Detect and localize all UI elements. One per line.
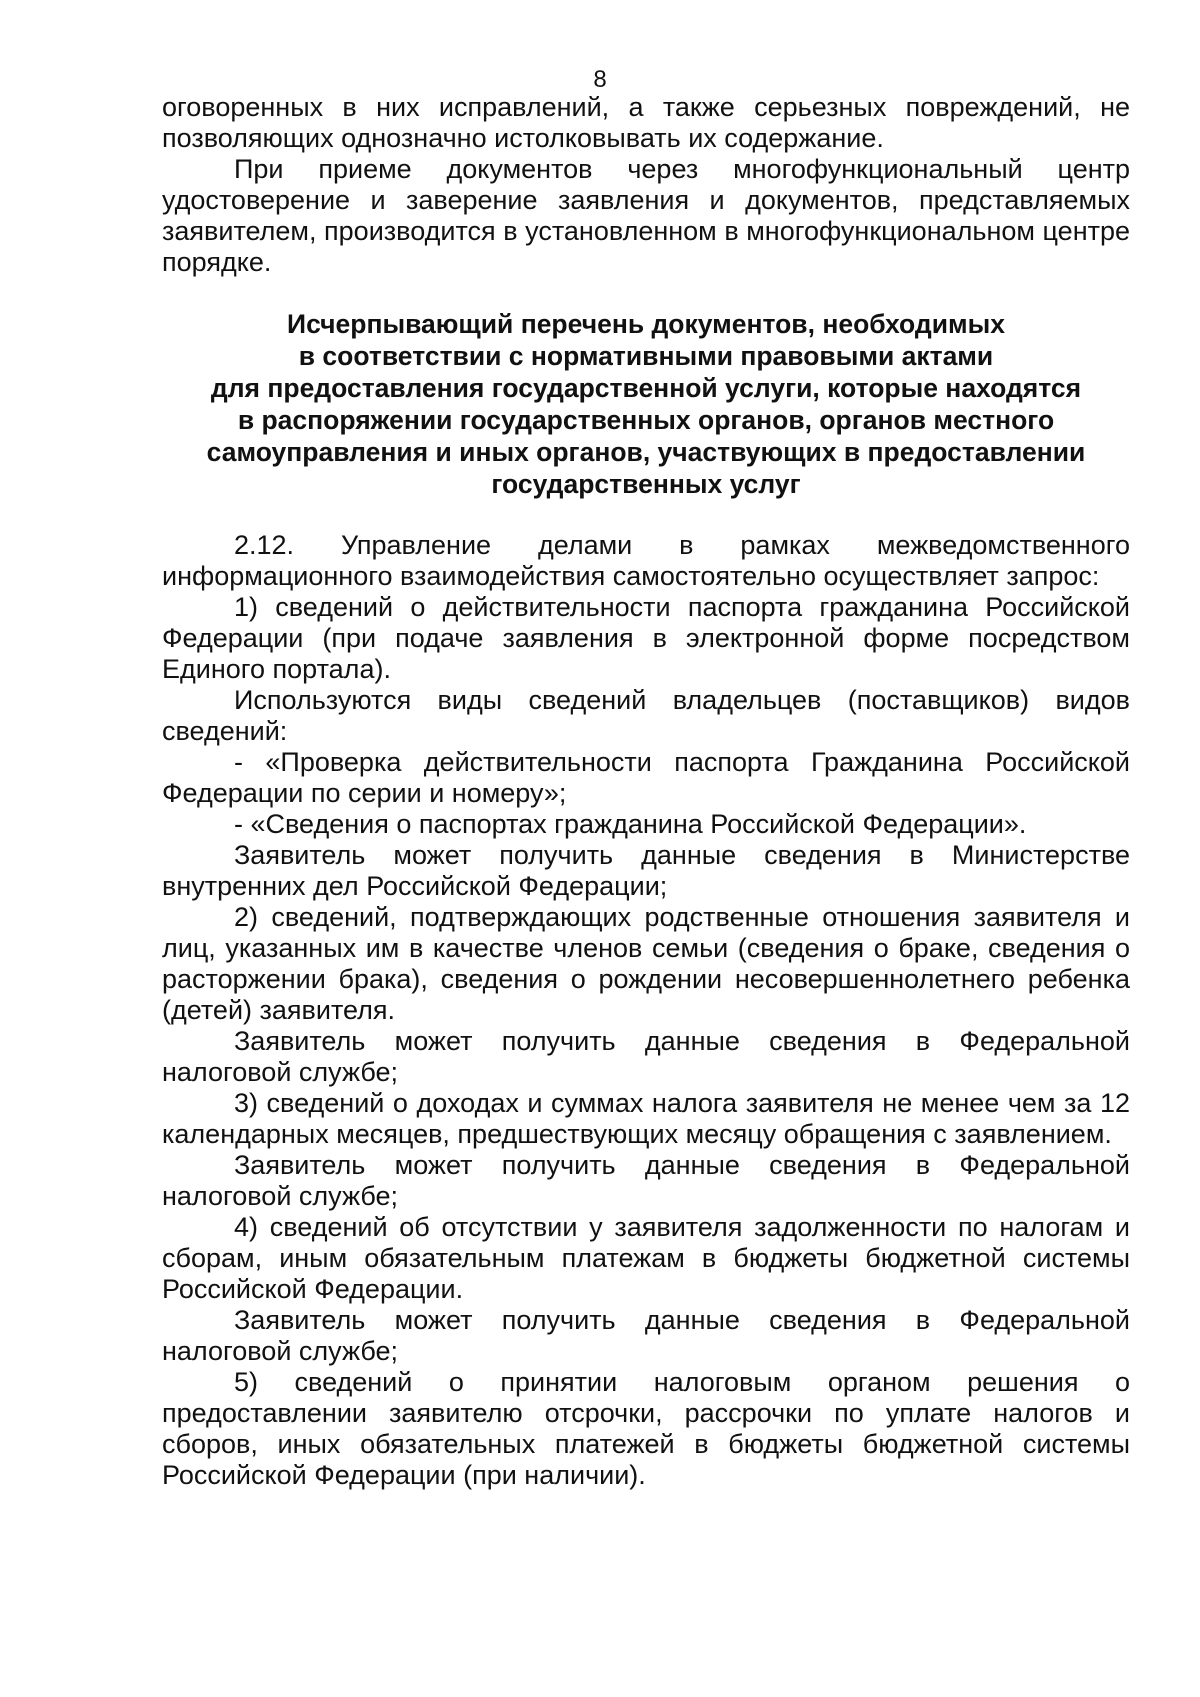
heading-line: для предоставления государственной услуги, которые находятся xyxy=(210,373,1082,403)
paragraph-info-types: Используются виды сведений владельцев (поставщиков) видов сведений: xyxy=(162,685,1130,746)
heading-line: в распоряжении государственных органов, органов местного xyxy=(237,405,1055,435)
clause-2-12: 2.12. Управление делами в рамках межведомственного информационного взаимодействия самостоятельно осуществляет запрос: xyxy=(162,530,1130,591)
intro-paragraph-mfc: При приеме документов через многофункциональный центр удостоверение и заверение заявления и документов, представляемых заявителем, производится в установленном в многофункциональном центре порядке. xyxy=(162,154,1130,277)
list-item-4: 4) сведений об отсутствии у заявителя задолженности по налогам и сборам, иным обязательным платежам в бюджеты бюджетной системы Российской Федерации. xyxy=(162,1212,1130,1304)
list-item-1: 1) сведений о действительности паспорта гражданина Российской Федерации (при подаче заявления в электронной форме посредством Единого портала). xyxy=(162,592,1130,684)
intro-paragraph-continuation: оговоренных в них исправлений, а также серьезных повреждений, не позволяющих однозначно истолковывать их содержание. xyxy=(162,92,1130,153)
source-fns: Заявитель может получить данные сведения в Федеральной налоговой службе; xyxy=(162,1305,1130,1366)
heading-line: Исчерпывающий перечень документов, необходимых xyxy=(287,309,1005,339)
info-type-passport-check: - «Проверка действительности паспорта Гражданина Российской Федерации по серии и номеру»; xyxy=(162,747,1130,808)
heading-line: государственных услуг xyxy=(491,469,801,499)
heading-line: самоуправления и иных органов, участвующих в предоставлении xyxy=(206,437,1086,467)
source-fns: Заявитель может получить данные сведения в Федеральной налоговой службе; xyxy=(162,1026,1130,1087)
source-fns: Заявитель может получить данные сведения в Федеральной налоговой службе; xyxy=(162,1150,1130,1211)
info-type-passport-data: - «Сведения о паспортах гражданина Российской Федерации». xyxy=(234,809,1027,839)
document-body xyxy=(162,92,1130,1491)
section-heading xyxy=(162,308,1130,500)
list-item-5: 5) сведений о принятии налоговым органом решения о предоставлении заявителю отсрочки, рассрочки по уплате налогов и сборов, иных обязательных платежей в бюджеты бюджетной системы Российской Федерации (при наличии). xyxy=(162,1367,1130,1490)
heading-line: в соответствии с нормативными правовыми актами xyxy=(298,341,994,371)
page-number: 8 xyxy=(593,66,607,93)
list-item-2: 2) сведений, подтверждающих родственные отношения заявителя и лиц, указанных им в качестве членов семьи (сведения о браке, сведения о расторжении брака), сведения о рождении несовершеннолетнего ребенка (детей) заявителя. xyxy=(162,902,1130,1025)
source-mvd: Заявитель может получить данные сведения в Министерстве внутренних дел Российской Федерации; xyxy=(162,840,1130,901)
list-item-3: 3) сведений о доходах и суммах налога заявителя не менее чем за 12 календарных месяцев, предшествующих месяцу обращения с заявлением. xyxy=(162,1088,1130,1149)
